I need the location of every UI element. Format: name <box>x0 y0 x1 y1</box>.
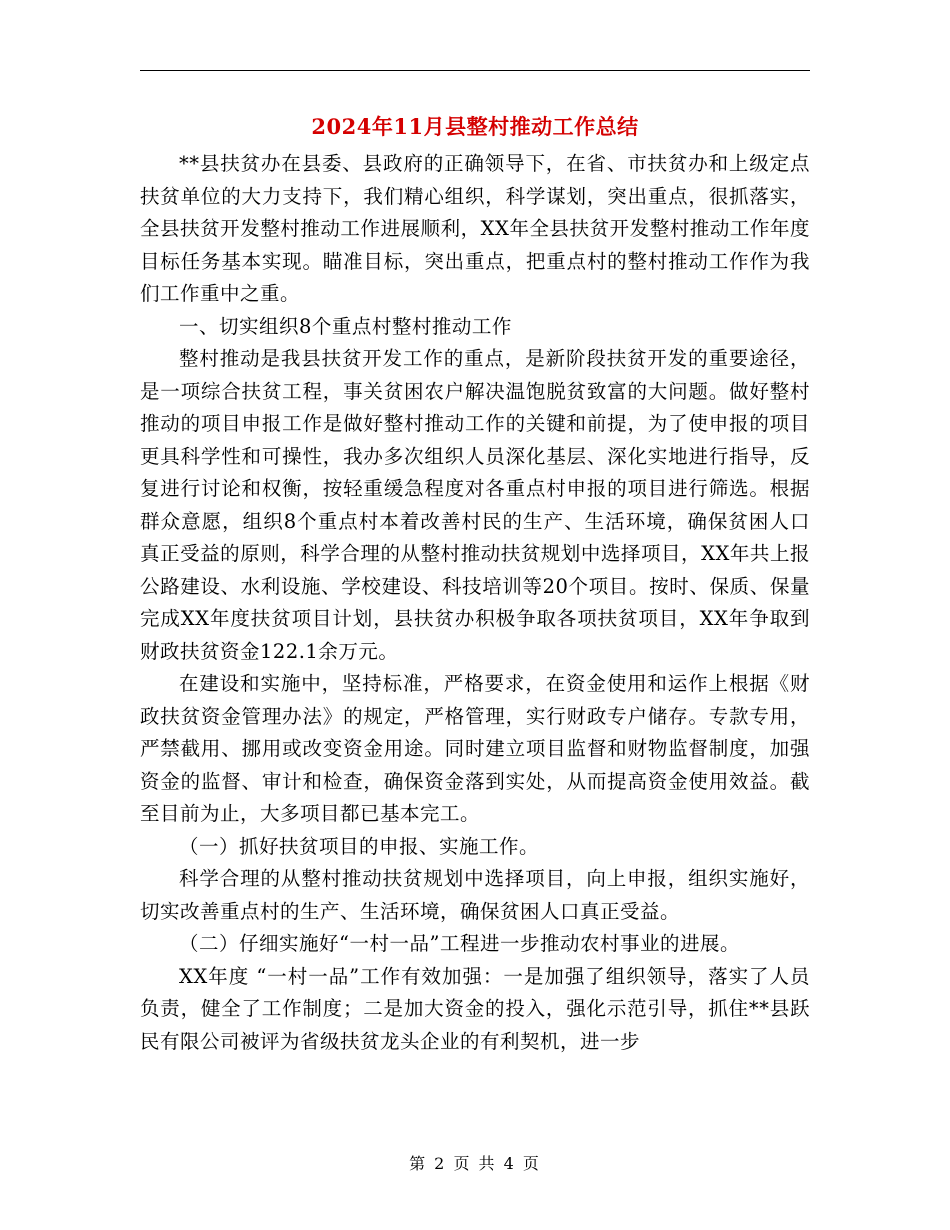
document-title: 2024年11月县整村推动工作总结 <box>311 114 639 139</box>
page-number-footer: 第 2 页 共 4 页 <box>409 1154 541 1173</box>
header-rule <box>140 70 810 71</box>
paragraph-project-application: 科学合理的从整村推动扶贫规划中选择项目，向上申报，组织实施好，切实改善重点村的生产、生活环境，确保贫困人口真正受益。 <box>140 867 810 923</box>
document-body <box>140 148 810 1058</box>
paragraph-intro: **县扶贫办在县委、县政府的正确领导下，在省、市扶贫办和上级定点扶贫单位的大力支持下，我们精心组织，科学谋划，突出重点，很抓落实，全县扶贫开发整村推动工作进展顺利，XX年全县扶贫开发整村推动工作年度目标任务基本实现。瞄准目标，突出重点，把重点村的整村推动工作作为我们工作重中之重。 <box>140 152 810 305</box>
subsection-heading-1: （一）抓好扶贫项目的申报、实施工作。 <box>179 834 540 858</box>
paragraph-one-village-one-product: XX年度 “一村一品”工作有效加强：一是加强了组织领导，落实了人员负责，健全了工作制度；二是加大资金的投入，强化示范引导，抓住**县跃民有限公司被评为省级扶贫龙头企业的有利契机，进一步 <box>140 964 810 1053</box>
paragraph-project-selection: 整村推动是我县扶贫开发工作的重点，是新阶段扶贫开发的重要途径，是一项综合扶贫工程，事关贫困农户解决温饱脱贫致富的大问题。做好整村推动的项目申报工作是做好整村推动工作的关键和前提，为了使申报的项目更具科学性和可操性，我办多次组织人员深化基层、深化实地进行指导，反复进行讨论和权衡，按轻重缓急程度对各重点村申报的项目进行筛选。根据群众意愿，组织8个重点村本着改善村民的生产、生活环境，确保贫困人口真正受益的原则，科学合理的从整村推动扶贫规划中选择项目，XX年共上报公路建设、水利设施、学校建设、科技培训等20个项目。按时、保质、保量完成XX年度扶贫项目计划，县扶贫办积极争取各项扶贫项目，XX年争取到财政扶贫资金122.1余万元。 <box>140 347 810 663</box>
subsection-heading-2: （二）仔细实施好“一村一品”工程进一步推动农村事业的进展。 <box>179 932 740 955</box>
paragraph-fund-management: 在建设和实施中，坚持标准，严格要求，在资金使用和运作上根据《财政扶贫资金管理办法》的规定，严格管理，实行财政专户储存。专款专用，严禁截用、挪用或改变资金用途。同时建立项目监督和财物监督制度，加强资金的监督、审计和检查，确保资金落到实处，从而提高资金使用效益。截至目前为止，大多项目都已基本完工。 <box>140 672 810 825</box>
section-heading-1: 一、切实组织8个重点村整村推动工作 <box>179 314 512 338</box>
